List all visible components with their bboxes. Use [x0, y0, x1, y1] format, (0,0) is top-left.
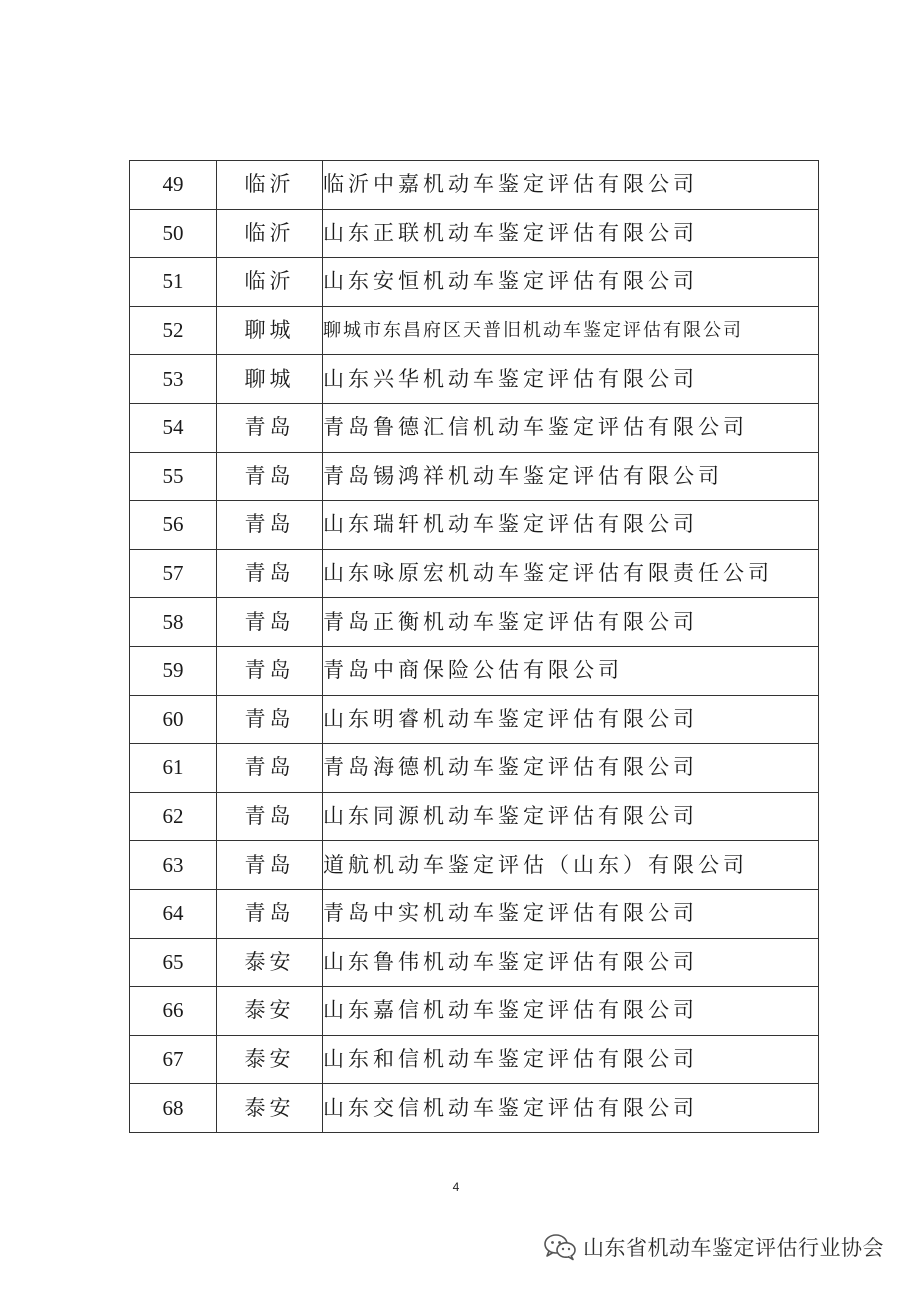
- row-company: 山东兴华机动车鉴定评估有限公司: [323, 355, 819, 404]
- row-city: 聊城: [217, 306, 323, 355]
- row-company: 山东明睿机动车鉴定评估有限公司: [323, 695, 819, 744]
- row-city: 青岛: [217, 403, 323, 452]
- row-company: 山东交信机动车鉴定评估有限公司: [323, 1084, 819, 1133]
- row-number: 66: [130, 987, 217, 1036]
- row-city: 青岛: [217, 452, 323, 501]
- row-company: 山东咏原宏机动车鉴定评估有限责任公司: [323, 549, 819, 598]
- row-number: 61: [130, 744, 217, 793]
- table-row: [130, 258, 819, 307]
- row-number: 56: [130, 501, 217, 550]
- table-row: [130, 695, 819, 744]
- row-city: 青岛: [217, 792, 323, 841]
- wechat-icon: [543, 1233, 577, 1261]
- table-row: [130, 1035, 819, 1084]
- table-row: [130, 1084, 819, 1133]
- row-number: 57: [130, 549, 217, 598]
- row-number: 60: [130, 695, 217, 744]
- row-number: 62: [130, 792, 217, 841]
- table-row: [130, 161, 819, 210]
- row-company: 青岛锡鸿祥机动车鉴定评估有限公司: [323, 452, 819, 501]
- row-company: 山东安恒机动车鉴定评估有限公司: [323, 258, 819, 307]
- page-number: 4: [452, 1180, 460, 1194]
- row-number: 49: [130, 161, 217, 210]
- row-number: 64: [130, 889, 217, 938]
- table-row: [130, 792, 819, 841]
- row-city: 泰安: [217, 1084, 323, 1133]
- row-city: 青岛: [217, 841, 323, 890]
- row-number: 63: [130, 841, 217, 890]
- row-company: 青岛正衡机动车鉴定评估有限公司: [323, 598, 819, 647]
- watermark-text: 山东省机动车鉴定评估行业协会: [583, 1236, 884, 1260]
- row-company: 青岛鲁德汇信机动车鉴定评估有限公司: [323, 403, 819, 452]
- row-city: 临沂: [217, 258, 323, 307]
- row-company: 青岛中实机动车鉴定评估有限公司: [323, 889, 819, 938]
- table-body: [130, 161, 819, 1133]
- row-company: 聊城市东昌府区天普旧机动车鉴定评估有限公司: [323, 306, 819, 355]
- table-row: [130, 549, 819, 598]
- row-number: 53: [130, 355, 217, 404]
- row-company: 道航机动车鉴定评估（山东）有限公司: [323, 841, 819, 890]
- row-city: 青岛: [217, 889, 323, 938]
- row-city: 青岛: [217, 501, 323, 550]
- row-company: 青岛中商保险公估有限公司: [323, 646, 819, 695]
- table-row: [130, 938, 819, 987]
- row-number: 50: [130, 209, 217, 258]
- row-number: 65: [130, 938, 217, 987]
- row-number: 68: [130, 1084, 217, 1133]
- row-company: 山东和信机动车鉴定评估有限公司: [323, 1035, 819, 1084]
- row-city: 青岛: [217, 646, 323, 695]
- row-city: 青岛: [217, 695, 323, 744]
- row-company: 山东嘉信机动车鉴定评估有限公司: [323, 987, 819, 1036]
- table-row: [130, 403, 819, 452]
- company-list-table: [129, 160, 819, 1133]
- row-company: 青岛海德机动车鉴定评估有限公司: [323, 744, 819, 793]
- row-number: 67: [130, 1035, 217, 1084]
- table-row: [130, 355, 819, 404]
- table-row: [130, 987, 819, 1036]
- table-row: [130, 841, 819, 890]
- row-number: 54: [130, 403, 217, 452]
- wechat-account-watermark: [543, 1232, 884, 1262]
- row-city: 青岛: [217, 549, 323, 598]
- row-company: 山东瑞轩机动车鉴定评估有限公司: [323, 501, 819, 550]
- row-city: 泰安: [217, 1035, 323, 1084]
- row-city: 青岛: [217, 598, 323, 647]
- row-city: 聊城: [217, 355, 323, 404]
- row-company: 山东鲁伟机动车鉴定评估有限公司: [323, 938, 819, 987]
- row-number: 52: [130, 306, 217, 355]
- row-number: 59: [130, 646, 217, 695]
- table-row: [130, 209, 819, 258]
- row-company: 山东正联机动车鉴定评估有限公司: [323, 209, 819, 258]
- row-city: 临沂: [217, 161, 323, 210]
- table-row: [130, 306, 819, 355]
- row-number: 51: [130, 258, 217, 307]
- table-row: [130, 501, 819, 550]
- row-company: 山东同源机动车鉴定评估有限公司: [323, 792, 819, 841]
- row-city: 泰安: [217, 987, 323, 1036]
- row-number: 58: [130, 598, 217, 647]
- table-row: [130, 452, 819, 501]
- table-row: [130, 646, 819, 695]
- row-company: 临沂中嘉机动车鉴定评估有限公司: [323, 161, 819, 210]
- row-city: 临沂: [217, 209, 323, 258]
- row-city: 泰安: [217, 938, 323, 987]
- table-row: [130, 744, 819, 793]
- row-city: 青岛: [217, 744, 323, 793]
- table-row: [130, 598, 819, 647]
- row-number: 55: [130, 452, 217, 501]
- table-row: [130, 889, 819, 938]
